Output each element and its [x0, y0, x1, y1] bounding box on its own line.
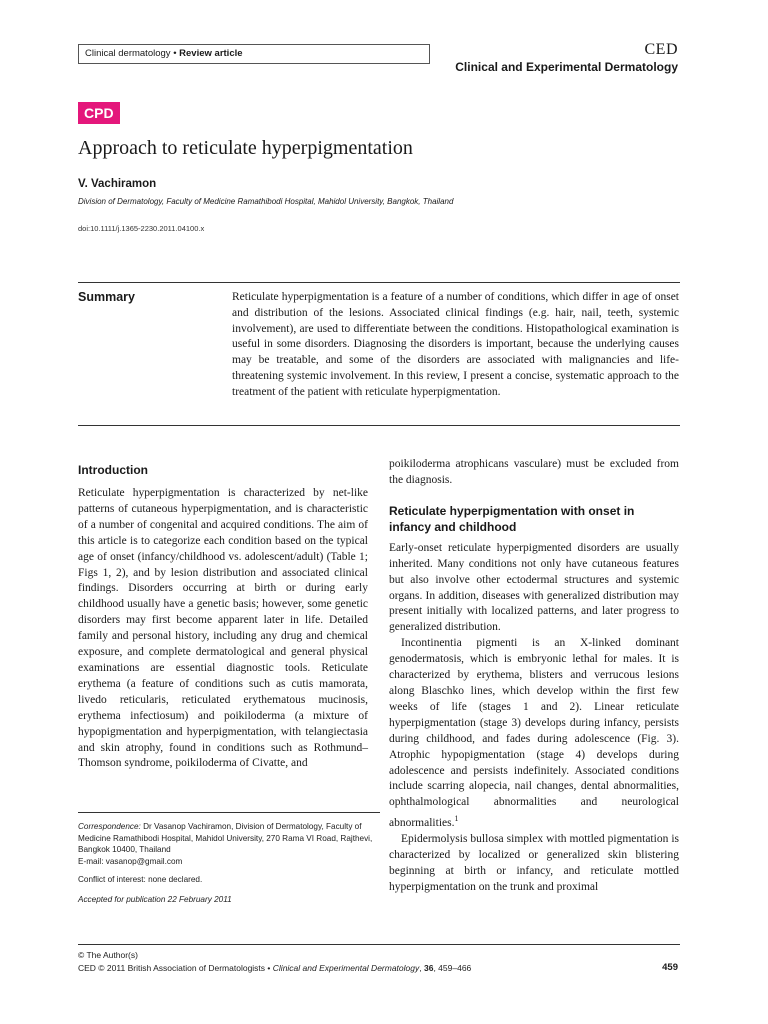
correspondence-label: Correspondence:	[78, 822, 141, 831]
paragraph-early-onset: Early-onset reticulate hyperpigmented disorders are usually inherited. Many conditions not only have cutaneous features but also involve other ectodermal structures and systemic organs. In addition, diseases with generalized distribution may present initially with localized patterns, and later progress to generalized distribution.	[389, 541, 679, 634]
paragraph-incontinentia-pigmenti	[389, 636, 679, 832]
summary-heading: Summary	[78, 290, 135, 304]
header-article-type: Review article	[179, 48, 243, 59]
footer-bullet: •	[267, 963, 271, 973]
footer-copyright: CED © 2011 British Association of Dermatologists	[78, 963, 266, 973]
summary-bottom-rule	[78, 425, 680, 426]
correspondence-note	[78, 821, 380, 856]
doi: doi:10.1111/j.1365-2230.2011.04100.x	[78, 224, 205, 233]
email-note: E-mail: vasanop@gmail.com	[78, 856, 183, 866]
paragraph-epidermolysis-bullosa: Epidermolysis bullosa simplex with mottled pigmentation is characterized by localized or generalized skin blistering beginning at birth or infancy, and reticulate mottled hyperpigmentation on the trunk and proximal	[389, 832, 679, 893]
introduction-paragraph: Reticulate hyperpigmentation is characterized by net-like patterns of cutaneous hyperpigmentation, and is characteristic of a number of congenital and acquired conditions. The aim of this article is to categorize each condition based on the typical age of onset (infancy/childhood vs. adolescent/adult) (Table 1; Figs 1, 2), and by lesion distribution and associated clinical findings. Disorders occurring at birth or during early childhood usually have a genetic basis; however, some genetic disorders may first become apparent later in life. Detailed family and personal history, including any drug and chemical exposure, and complete dermatological and general physical examinations are essential diagnostic tools. Reticulate erythema (a feature of conditions such as cutis mamorata, livedo reticularis, reticulated erythematous mucinosis, erythema infectiosum) and poikiloderma (a mixture of hypopigmentation and hyperpigmentation, with telangiectasia and skin atrophy, found in conditions such as Rothmund–Thomson syndrome, poikiloderma of Civatte, and	[78, 487, 368, 770]
footer-volume: 36	[423, 963, 434, 973]
correspondence-text: Dr Vasanop Vachiramon, Division of Dermatology, Faculty of Medicine Ramathibodi Hospital, Mahidol University, 270 Rama VI Road, Rajthevi, Bangkok 10400, Thailand	[78, 822, 373, 854]
summary-top-rule	[78, 282, 680, 283]
footnotes	[78, 821, 380, 905]
footer-copyright-author: © The Author(s)	[78, 950, 138, 960]
running-header-box	[78, 44, 430, 64]
right-column	[389, 457, 679, 896]
conflict-note: Conflict of interest: none declared.	[78, 875, 203, 884]
header-separator: •	[173, 48, 177, 59]
reference-superscript: 1	[454, 814, 459, 824]
summary-text: Reticulate hyperpigmentation is a feature of a number of conditions, which differ in age of onset and distribution of the lesions. Associated clinical findings (e.g. hair, nail, teeth, systemic involvement), are used to differentiate between the conditions. Histopathological examination is useful in some disorders. Diagnosing the disorders is important, because the underlying causes may be treatable, and some of the disorders are associated with malignancies and life-threatening systemic involvement. In this review, I present a concise, systematic approach to the treatment of the patient with reticulate hyperpigmentation.	[232, 291, 679, 398]
section-heading-infancy: Reticulate hyperpigmentation with onset in infancy and childhood	[389, 503, 635, 534]
page-number: 459	[662, 962, 678, 973]
journal-name: Clinical and Experimental Dermatology	[455, 60, 678, 74]
introduction-heading: Introduction	[78, 463, 148, 477]
footer-journal: Clinical and Experimental Dermatology	[272, 963, 420, 973]
accepted-note: Accepted for publication 22 February 2011	[78, 894, 232, 904]
left-column	[78, 462, 368, 772]
footer-pages: , 459–466	[433, 963, 472, 973]
affiliation: Division of Dermatology, Faculty of Medicine Ramathibodi Hospital, Mahidol University, Bangkok, Thailand	[78, 197, 454, 206]
author: V. Vachiramon	[78, 178, 157, 190]
header-section: Clinical dermatology	[85, 48, 171, 59]
paragraph-incontinentia-text: Incontinentia pigmenti is an X-linked dominant genodermatosis, which is embryonic lethal for males. It is characterized by erythema, blisters and verrucous lesions along Blaschko lines, which develop within the first few weeks of life (stages 1 and 2). Linear reticulate hyperpigmentation (stage 3) develops during infancy, persists during childhood, and fades during adolescence (Fig. 3). Atrophic hypopigmentation (stage 4) develops during adolescence and persists indefinitely. Associated conditions include scarring alopecia, nail changes, dental abnormalities, ophthalmological abnormalities and neurological abnormalities.	[389, 637, 679, 830]
article-title: Approach to reticulate hyperpigmentation	[78, 137, 413, 159]
journal-abbreviation: CED	[644, 41, 678, 58]
continuation-paragraph: poikiloderma atrophicans vasculare) must be excluded from the diagnosis.	[389, 458, 679, 486]
footnote-rule	[78, 812, 380, 813]
cpd-badge: CPD	[78, 102, 120, 124]
footer-rule	[78, 944, 680, 945]
footer-citation: CED © 2011 British Association of Dermatologists • Clinical and Experimental Dermatology, 36, 459–466	[78, 963, 472, 973]
